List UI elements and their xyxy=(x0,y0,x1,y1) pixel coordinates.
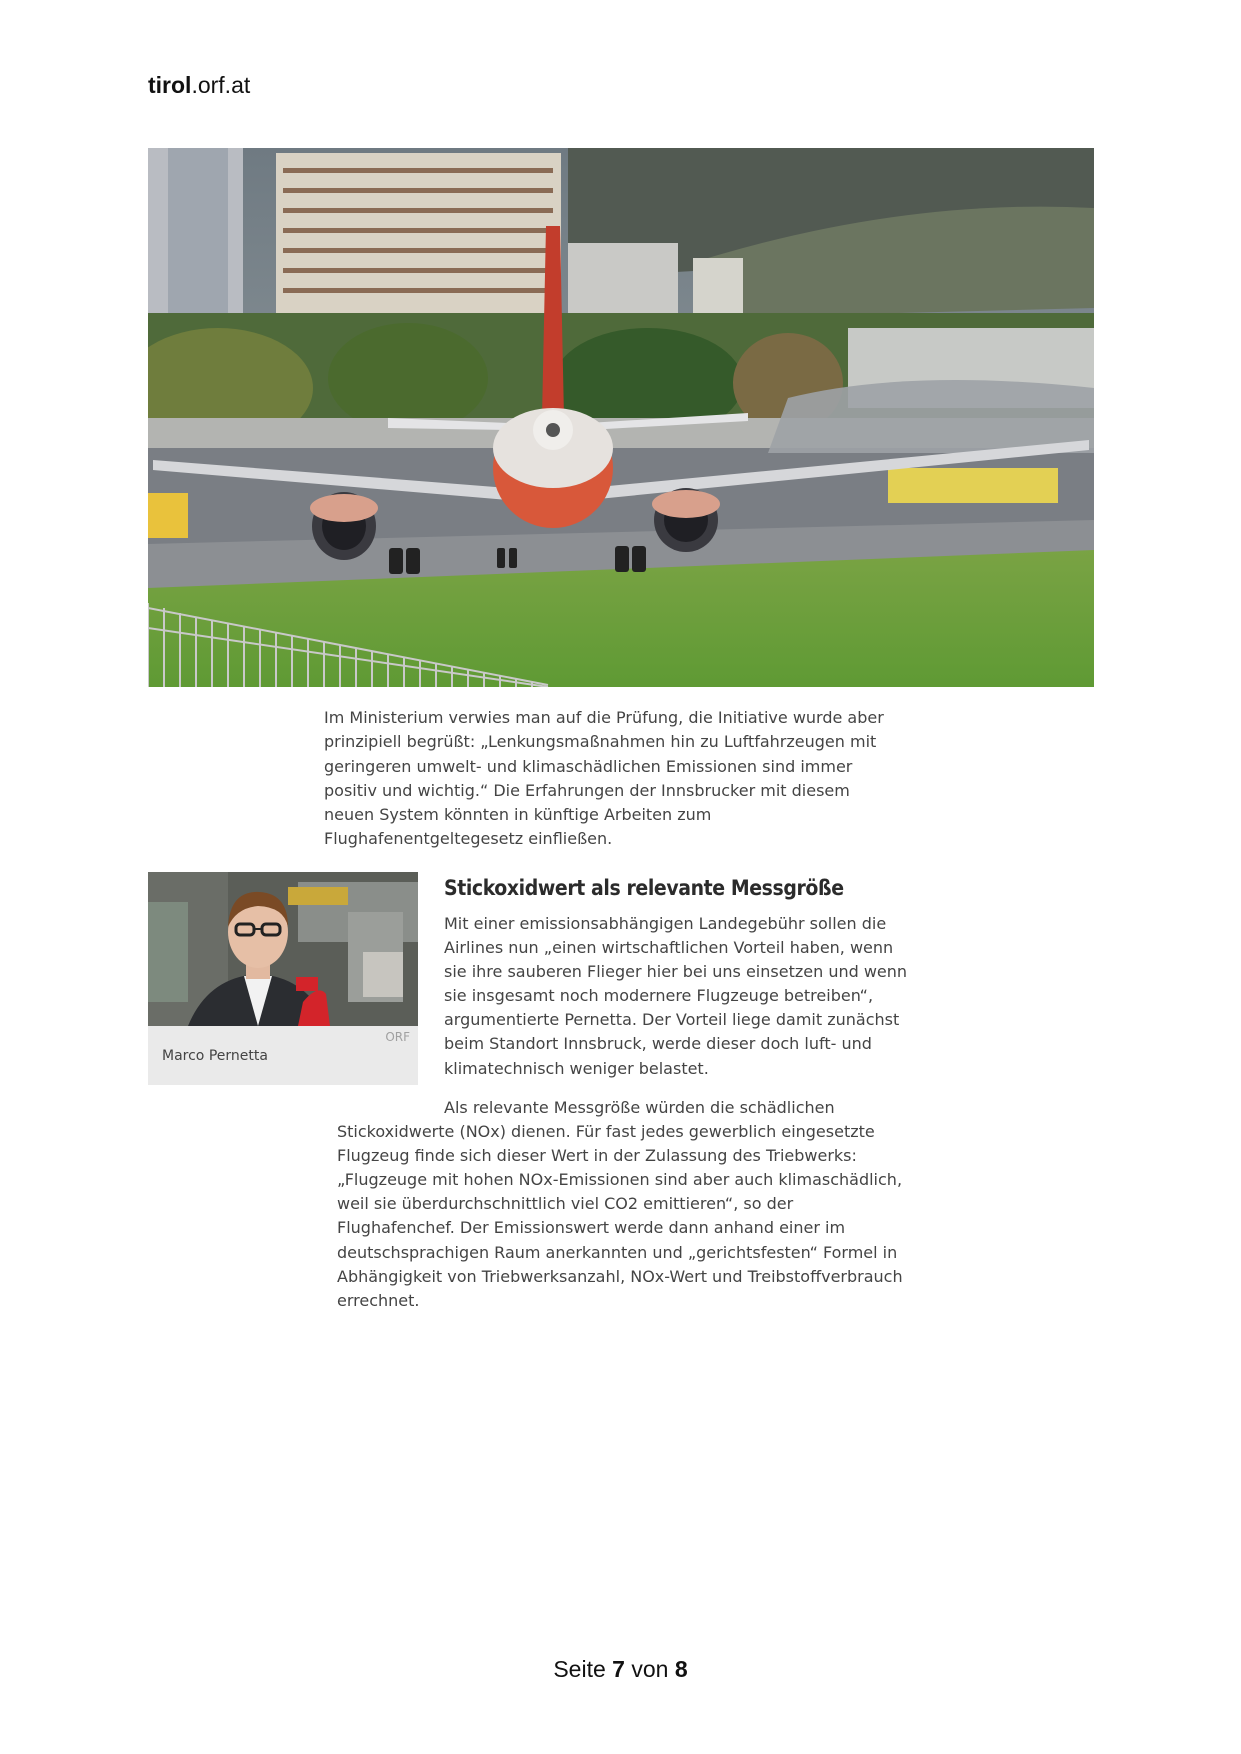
paragraph-landegebuehr: Mit einer emissionsabhängigen Landegebühr sollen die Airlines nun „einen wirtschaftlichen Vorteil haben, wenn sie ihre sauberen Flieger hier bei uns einsetzen und wenn sie insgesamt noch modernere Flugzeuge betreiben“, argumentierte Pernetta. Der Vorteil liege damit zunächst beim Standort Innsbruck, werde dieser doch luft- und klimatechnisch weniger belastet. xyxy=(444,914,908,1078)
photo-credit: ORF xyxy=(385,1030,410,1044)
portrait-photo-marco-pernetta xyxy=(148,872,418,1026)
site-name[interactable] xyxy=(148,72,250,99)
paragraph-messgroesse: Als relevante Messgröße würden die schädlichen Stickoxidwerte (NOx) dienen. Für fast jedes gewerblich eingesetzte Flugzeug finde sich dieser Wert in der Zulassung des Triebwerks: „Flugzeuge mit hohen NOx-Emissionen sind aber auch klimaschädlich, weil sie überdurchschnittlich viel CO2 emittieren“, so der Flughafenchef. Der Emissionswert werde dann anhand einer im deutschsprachigen Raum anerkannten und „gerichtsfesten“ Formel in Abhängigkeit von Triebwerksanzahl, NOx-Wert und Treibstoffverbrauch errechnet. xyxy=(337,1098,903,1310)
site-name-bold: tirol xyxy=(148,72,192,98)
portrait-figure xyxy=(148,872,418,1085)
page-number: Seite 7 von 8 xyxy=(553,1656,688,1682)
photo-caption: Marco Pernetta xyxy=(162,1048,268,1064)
paragraph-ministerium: Im Ministerium verwies man auf die Prüfung, die Initiative wurde aber prinzipiell begrüßt: „Lenkungsmaßnahmen hin zu Luftfahrzeugen mit geringeren umwelt- und klimaschädlichen Emissionen sind immer positiv und wichtig.“ Die Erfahrungen der Innsbrucker mit diesem neuen System könnten in künftige Arbeiten zum Flughafenentgeltegesetz einfließen. xyxy=(324,708,884,849)
site-name-domain: .orf.at xyxy=(191,72,251,98)
section-heading: Stickoxidwert als relevante Messgröße xyxy=(444,876,844,900)
hero-image-airplane xyxy=(148,148,1094,687)
